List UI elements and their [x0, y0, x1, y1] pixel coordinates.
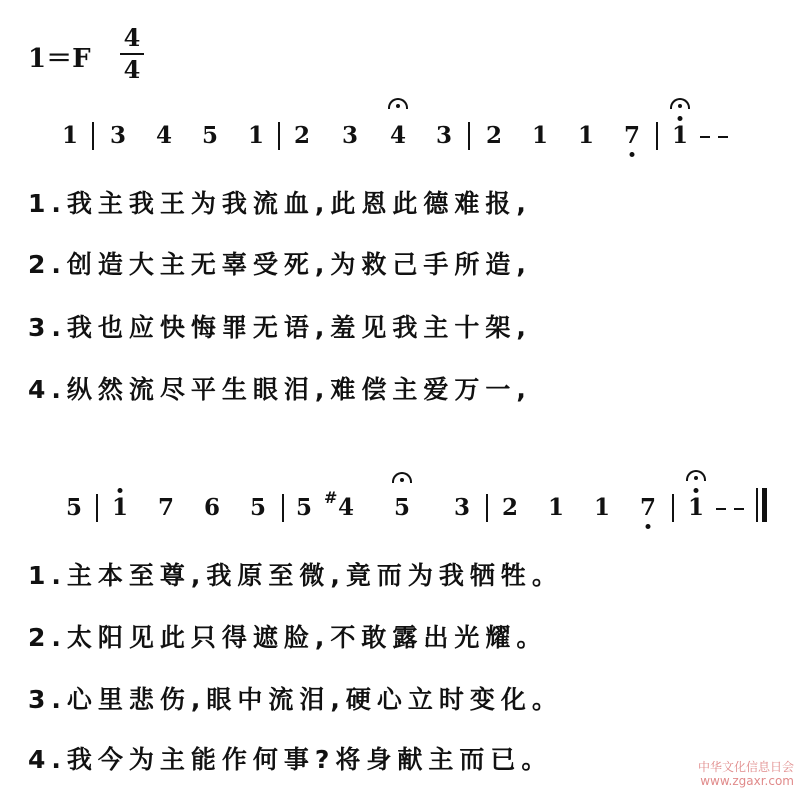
note: 5	[393, 494, 411, 521]
bar-line	[278, 122, 280, 150]
note: 7	[639, 494, 657, 521]
key-signature: 1＝F	[28, 44, 91, 74]
note: 4	[337, 494, 355, 521]
lyric-verse-4-line-1: 4.纵然流尽平生眼泪,难偿主爱万一,	[28, 375, 532, 404]
fermata-icon	[686, 470, 706, 481]
note: 2	[501, 494, 519, 521]
high-octave-dot-icon	[678, 116, 683, 121]
note: 5	[295, 494, 313, 521]
note: 6	[203, 494, 221, 521]
note: 7	[623, 122, 641, 149]
bar-line	[672, 494, 674, 522]
bar-line	[656, 122, 658, 150]
fermata-icon	[670, 98, 690, 109]
note: 1	[577, 122, 595, 149]
lyric-verse-2-line-2: 2.太阳见此只得遮脸,不敢露出光耀。	[28, 623, 548, 652]
bar-line	[282, 494, 284, 522]
note: 1	[531, 122, 549, 149]
final-bar-thick	[762, 488, 767, 522]
note: 7	[157, 494, 175, 521]
note: 4	[389, 122, 407, 149]
fermata-icon	[388, 98, 408, 109]
bar-line	[486, 494, 488, 522]
note: 2	[485, 122, 503, 149]
lyric-verse-1-line-1: 1.我主我王为我流血,此恩此德难报,	[28, 189, 532, 218]
lyric-verse-3-line-2: 3.心里悲伤,眼中流泪,硬心立时变化。	[28, 685, 563, 714]
note: 4	[155, 122, 173, 149]
lyric-verse-2-line-1: 2.创造大主无辜受死,为救己手所造,	[28, 250, 532, 279]
lyric-verse-3-line-1: 3.我也应快悔罪无语,羞见我主十架,	[28, 313, 532, 342]
note: 3	[109, 122, 127, 149]
note: 1	[547, 494, 565, 521]
note: 3	[453, 494, 471, 521]
time-signature-top: 4	[123, 23, 141, 52]
note: 5	[65, 494, 83, 521]
bar-line	[92, 122, 94, 150]
hold-dash	[718, 136, 728, 138]
lyric-verse-4-line-2: 4.我今为主能作何事?将身献主而已。	[28, 745, 553, 774]
note: 3	[435, 122, 453, 149]
lyric-verse-1-line-2: 1.主本至尊,我原至微,竟而为我牺牲。	[28, 561, 563, 590]
hold-dash	[700, 136, 710, 138]
hold-dash	[716, 508, 726, 510]
high-octave-dot-icon	[118, 488, 123, 493]
hold-dash	[734, 508, 744, 510]
note: 1	[61, 122, 79, 149]
note: 1	[247, 122, 265, 149]
note: 1	[111, 494, 129, 521]
watermark	[698, 760, 794, 788]
time-signature	[120, 24, 144, 84]
bar-line	[468, 122, 470, 150]
watermark-line-2: www.zgaxr.com	[700, 774, 794, 788]
sharp-sign: #	[324, 488, 338, 507]
note: 1	[687, 494, 705, 521]
fermata-icon	[392, 472, 412, 483]
bar-line	[96, 494, 98, 522]
note: 1	[671, 122, 689, 149]
watermark-line-1: 中华文化信息日会	[697, 760, 794, 774]
low-octave-dot-icon	[630, 152, 635, 157]
note: 5	[201, 122, 219, 149]
note: 1	[593, 494, 611, 521]
note: 2	[293, 122, 311, 149]
note: 3	[341, 122, 359, 149]
high-octave-dot-icon	[694, 488, 699, 493]
note: 5	[249, 494, 267, 521]
final-bar-thin	[756, 488, 758, 522]
low-octave-dot-icon	[646, 524, 651, 529]
time-signature-bottom: 4	[123, 55, 141, 84]
